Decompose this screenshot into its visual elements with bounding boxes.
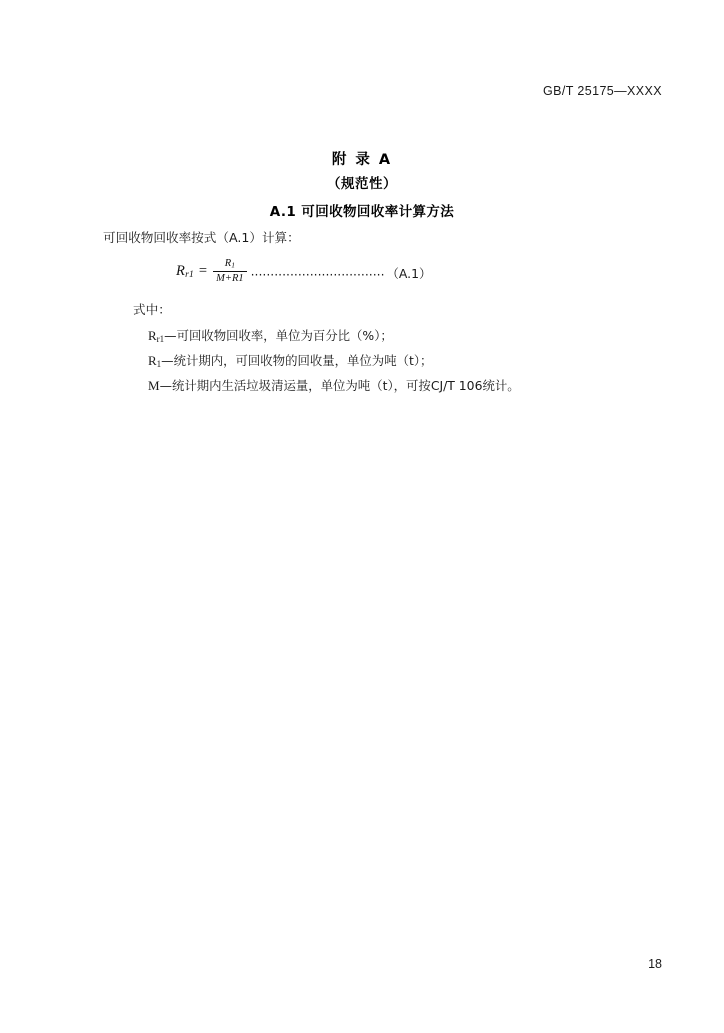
definition-symbol-base: R bbox=[148, 328, 157, 343]
definition-symbol-base: M bbox=[148, 378, 160, 393]
formula-fraction bbox=[213, 258, 247, 285]
definition-symbol bbox=[148, 378, 160, 393]
definition-symbol-subscript: r1 bbox=[156, 334, 165, 344]
definition-symbol bbox=[148, 353, 161, 368]
definition-symbol-subscript: 1 bbox=[156, 359, 162, 369]
where-label: 式中： bbox=[133, 302, 171, 317]
definition-item bbox=[148, 325, 520, 350]
formula-a1 bbox=[176, 258, 431, 285]
definition-symbol bbox=[148, 328, 164, 343]
formula-lhs-subscript: r1 bbox=[185, 270, 194, 281]
formula-lhs-base: R bbox=[176, 263, 186, 280]
definition-item bbox=[148, 375, 520, 400]
definition-text: —可回收物回收率，单位为百分比（%）； bbox=[164, 328, 393, 343]
formula-left-hand-side bbox=[176, 263, 194, 280]
formula-equals-sign: = bbox=[198, 263, 208, 280]
formula-denominator: M+R1 bbox=[216, 273, 244, 285]
definition-text: —统计期内，可回收物的回收量，单位为吨（t）； bbox=[161, 353, 433, 368]
definition-list bbox=[148, 325, 520, 400]
formula-numerator-base: R bbox=[224, 258, 232, 269]
annex-subtitle: （规范性） bbox=[327, 176, 397, 192]
formula-number: （A.1） bbox=[386, 265, 432, 281]
intro-paragraph: 可回收物回收率按式（A.1）计算： bbox=[103, 230, 300, 245]
definition-text: —统计期内生活垃圾清运量，单位为吨（t），可按CJ/T 106统计。 bbox=[159, 378, 520, 393]
definition-symbol-base: R bbox=[148, 353, 157, 368]
definition-item bbox=[148, 350, 520, 375]
formula-leader-dots: ·································· bbox=[250, 267, 385, 283]
formula-numerator-subscript: 1 bbox=[231, 260, 235, 270]
standard-number-header: GB/T 25175—XXXX bbox=[542, 84, 662, 98]
page-number: 18 bbox=[648, 957, 662, 971]
formula-numerator bbox=[222, 258, 238, 271]
annex-title: 附 录 A bbox=[331, 152, 393, 168]
section-heading-a1: A.1 可回收物回收率计算方法 bbox=[269, 204, 455, 220]
